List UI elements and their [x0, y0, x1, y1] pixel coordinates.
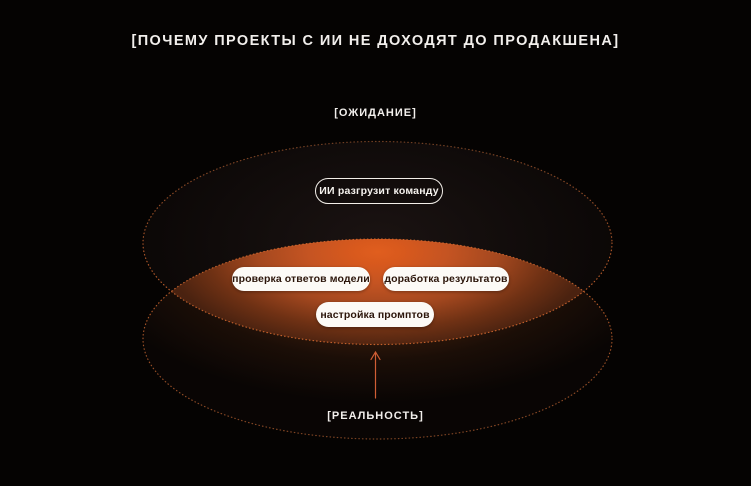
reality-pill-refine-results: доработка результатов	[383, 267, 509, 291]
expectation-label: [ОЖИДАНИЕ]	[334, 107, 417, 119]
reality-label: [РЕАЛЬНОСТЬ]	[327, 410, 424, 422]
reality-pill-prompt-tuning: настройка промптов	[316, 302, 434, 327]
expectation-pill: ИИ разгрузит команду	[315, 178, 443, 204]
page-title: [ПОЧЕМУ ПРОЕКТЫ С ИИ НЕ ДОХОДЯТ ДО ПРОДАКШЕНА]	[131, 33, 620, 49]
reality-pill-check-model-answers: проверка ответов модели	[232, 267, 370, 291]
